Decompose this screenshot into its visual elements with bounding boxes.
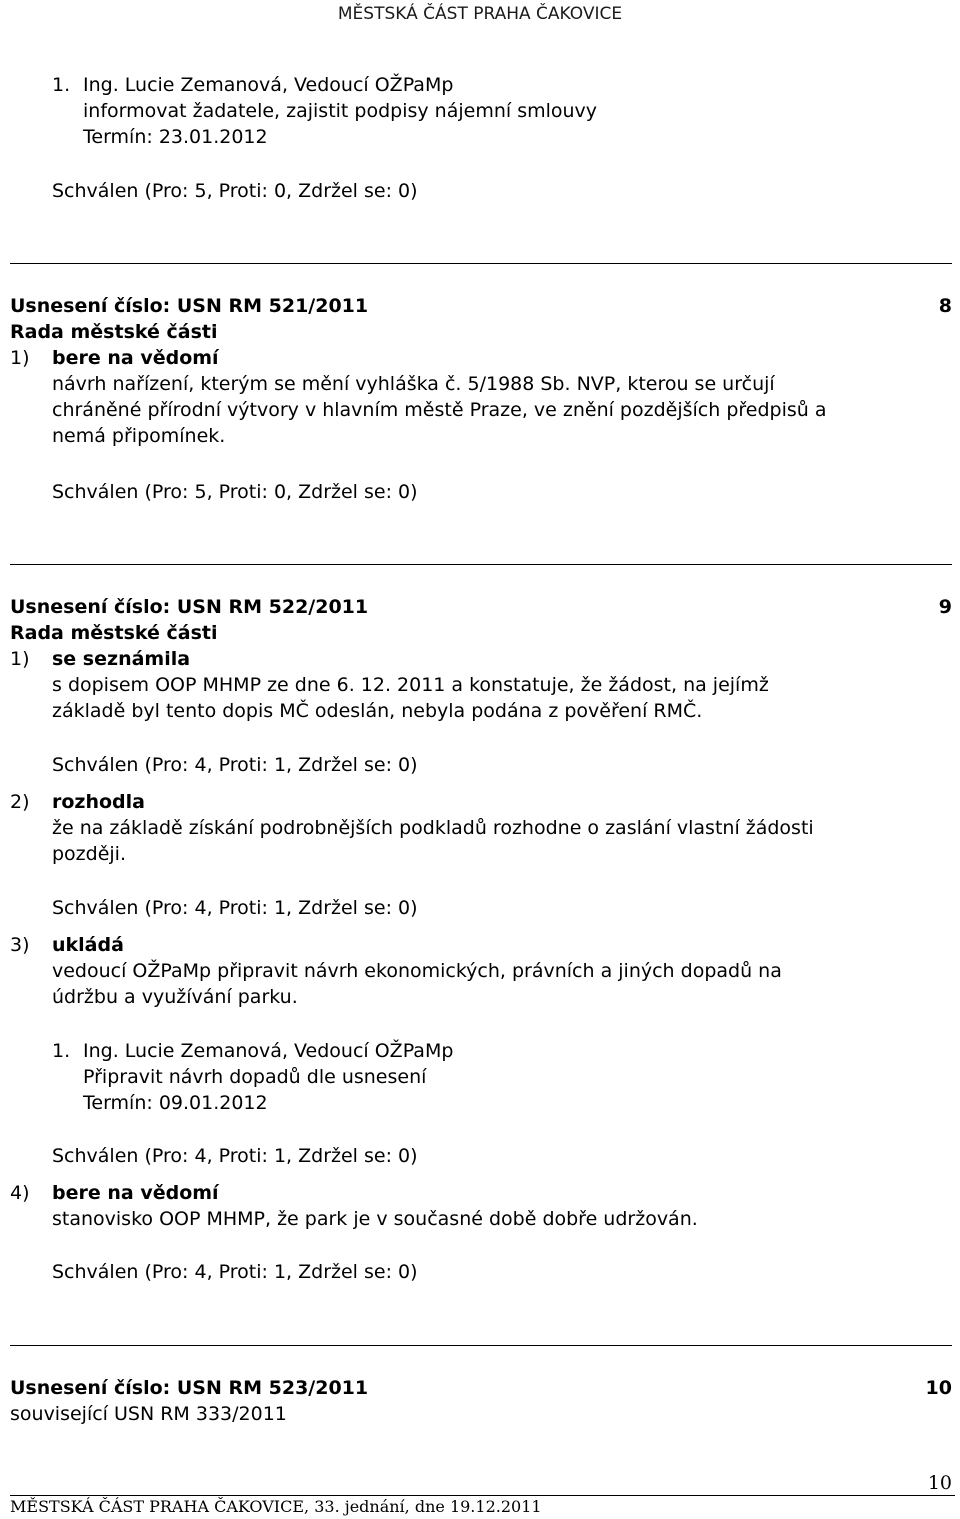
point-text-line: základě byl tento dopis MČ odeslán, nebyla podána z pověření RMČ. (52, 700, 703, 722)
page-number: 10 (927, 1472, 952, 1494)
resolution-body: Rada městské části (10, 321, 218, 343)
point-text-line: údržbu a využívání parku. (52, 986, 298, 1008)
section-divider (10, 263, 952, 264)
point-text-line: s dopisem OOP MHMP ze dne 6. 12. 2011 a konstatuje, že žádost, na jejímž (52, 674, 769, 696)
point-text-line: později. (52, 843, 127, 865)
point-verb: rozhodla (52, 791, 145, 813)
section-divider (10, 1345, 952, 1346)
task-description: Připravit návrh dopadů dle usnesení (83, 1066, 427, 1088)
task-deadline: Termín: 09.01.2012 (83, 1092, 268, 1114)
point-text-line: chráněné přírodní výtvory v hlavním městě Praze, ve znění pozdějších předpisů a (52, 399, 827, 421)
footer-divider (10, 1495, 955, 1496)
vote-result: Schválen (Pro: 5, Proti: 0, Zdržel se: 0) (52, 481, 418, 503)
task-person: Ing. Lucie Zemanová, Vedoucí OŽPaMp (83, 74, 454, 96)
footer-text: MĚSTSKÁ ČÁST PRAHA ČAKOVICE, 33. jednání, dne 19.12.2011 (10, 1497, 542, 1516)
point-text-line: nemá připomínek. (52, 425, 226, 447)
point-text-line: vedoucí OŽPaMp připravit návrh ekonomických, právních a jiných dopadů na (52, 960, 782, 982)
vote-result: Schválen (Pro: 4, Proti: 1, Zdržel se: 0) (52, 897, 418, 919)
point-text-line: že na základě získání podrobnějších podkladů rozhodne o zaslání vlastní žádosti (52, 817, 814, 839)
task-number: 1. (52, 1040, 71, 1062)
point-number: 2) (10, 791, 30, 813)
point-text-line: návrh nařízení, kterým se mění vyhláška č. 5/1988 Sb. NVP, kterou se určují (52, 373, 775, 395)
task-number: 1. (52, 74, 71, 96)
running-header: MĚSTSKÁ ČÁST PRAHA ČAKOVICE (337, 4, 623, 24)
point-number: 1) (10, 648, 30, 670)
task-person: Ing. Lucie Zemanová, Vedoucí OŽPaMp (83, 1040, 454, 1062)
point-verb: se seznámila (52, 648, 191, 670)
point-number: 4) (10, 1182, 30, 1204)
resolution-title: Usnesení číslo: USN RM 523/2011 (10, 1377, 369, 1399)
item-number: 9 (938, 596, 952, 618)
section-divider (10, 564, 952, 565)
vote-result: Schválen (Pro: 4, Proti: 1, Zdržel se: 0) (52, 1261, 418, 1283)
point-verb: bere na vědomí (52, 347, 219, 369)
point-verb: ukládá (52, 934, 124, 956)
item-number: 10 (925, 1377, 952, 1399)
resolution-body: Rada městské části (10, 622, 218, 644)
point-number: 1) (10, 347, 30, 369)
resolution-title: Usnesení číslo: USN RM 521/2011 (10, 295, 369, 317)
related-resolution: související USN RM 333/2011 (10, 1403, 287, 1425)
vote-result: Schválen (Pro: 5, Proti: 0, Zdržel se: 0) (52, 180, 418, 202)
vote-result: Schválen (Pro: 4, Proti: 1, Zdržel se: 0) (52, 1145, 418, 1167)
task-deadline: Termín: 23.01.2012 (83, 126, 268, 148)
resolution-title: Usnesení číslo: USN RM 522/2011 (10, 596, 369, 618)
point-verb: bere na vědomí (52, 1182, 219, 1204)
point-text-line: stanovisko OOP MHMP, že park je v současné době dobře udržován. (52, 1208, 698, 1230)
task-description: informovat žadatele, zajistit podpisy nájemní smlouvy (83, 100, 598, 122)
item-number: 8 (938, 295, 952, 317)
point-number: 3) (10, 934, 30, 956)
vote-result: Schválen (Pro: 4, Proti: 1, Zdržel se: 0) (52, 754, 418, 776)
